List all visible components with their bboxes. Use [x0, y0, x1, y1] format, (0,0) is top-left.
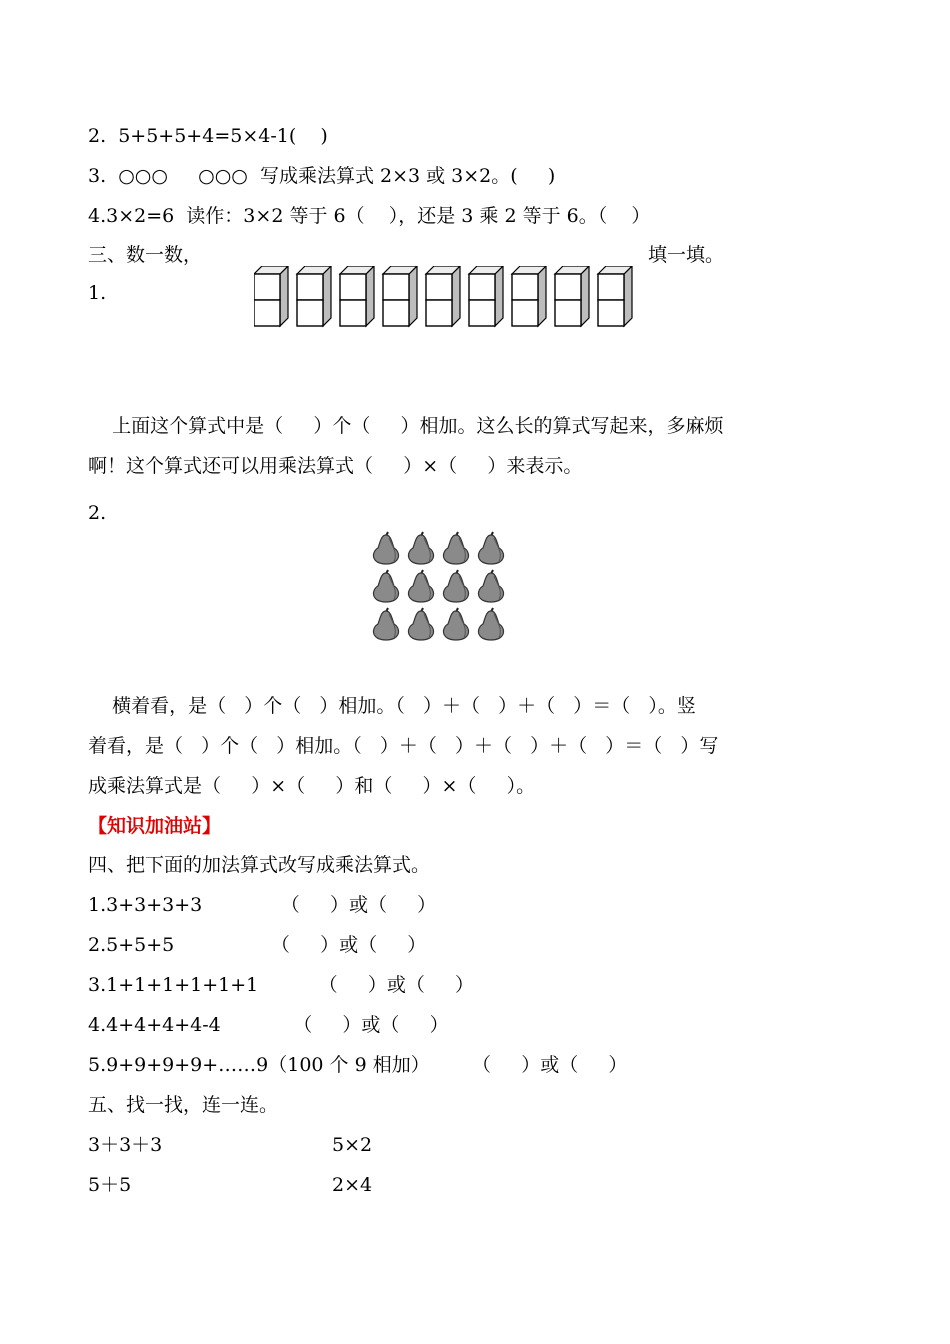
cube-stack [383, 266, 417, 326]
section4-heading: 四、把下面的加法算式改写成乘法算式。 [88, 854, 431, 876]
match-right-item[interactable]: 5×2 [332, 1134, 373, 1156]
cube [254, 300, 280, 326]
cube-stack [426, 266, 460, 326]
section5-heading: 五、找一找，连一连。 [88, 1094, 279, 1116]
q2-text-line3: 成乘法算式是（ ）×（ ）和（ ）×（ ）。 [88, 775, 536, 797]
cube [426, 274, 452, 300]
cube-stack [598, 266, 632, 326]
match-left-item[interactable]: 5＋5 [88, 1174, 132, 1196]
pear-icon [408, 570, 433, 602]
cube-stack [340, 266, 374, 326]
cube [598, 300, 624, 326]
pears-illustration [370, 526, 520, 642]
q1-text-line2: 啊！这个算式还可以用乘法算式（ ）×（ ）来表示。 [88, 455, 583, 477]
pear-icon [373, 532, 398, 564]
pear-icon [443, 570, 468, 602]
pear-icon [373, 570, 398, 602]
section3-heading-left: 三、数一数， [88, 244, 203, 266]
cube-stacks-illustration [254, 266, 644, 328]
q2-text-line2: 着看，是（ ）个（ ）相加。（ ）＋（ ）＋（ ）＋（ ）＝（ ）写 [88, 735, 719, 757]
cube [512, 300, 538, 326]
section4-item: 1.3+3+3+3 （ ）或（ ） [88, 894, 437, 916]
cube [383, 300, 409, 326]
cube-stack [555, 266, 589, 326]
cube [297, 300, 323, 326]
cube [469, 300, 495, 326]
pear-icon [478, 608, 503, 640]
cube [598, 274, 624, 300]
cube [555, 274, 581, 300]
q2-text-line1: 横着看，是（ ）个（ ）相加。（ ）＋（ ）＋（ ）＝（ ）。竖 [88, 695, 696, 717]
section4-item: 2.5+5+5 （ ）或（ ） [88, 934, 427, 956]
cube-stack [254, 266, 288, 326]
q1-text-line1: 上面这个算式中是（ ）个（ ）相加。这么长的算式写起来，多麻烦 [88, 415, 724, 437]
pear-icon [443, 608, 468, 640]
cube-stack [512, 266, 546, 326]
pear-icon [373, 608, 398, 640]
item-3: 3. ○○○ ○○○ 写成乘法算式 2×3 或 3×2。( ) [88, 165, 556, 187]
match-left-item[interactable]: 3＋3＋3 [88, 1134, 163, 1156]
cube [340, 274, 366, 300]
cube [426, 300, 452, 326]
q2-number: 2. [88, 502, 107, 524]
item-4: 4.3×2=6 读作：3×2 等于 6（ ），还是 3 乘 2 等于 6。（ ） [88, 205, 651, 227]
cube [469, 274, 495, 300]
cube [340, 300, 366, 326]
knowledge-station-title: 【知识加油站】 [88, 815, 222, 837]
cube [555, 300, 581, 326]
pear-icon [478, 570, 503, 602]
cube [512, 274, 538, 300]
match-right-item[interactable]: 2×4 [332, 1174, 373, 1196]
cube-stack [297, 266, 331, 326]
cube [297, 274, 323, 300]
section4-item: 4.4+4+4+4-4 （ ）或（ ） [88, 1014, 449, 1036]
pear-icon [478, 532, 503, 564]
section4-item: 5.9+9+9+9+……9（100 个 9 相加） （ ）或（ ） [88, 1054, 628, 1076]
item-2: 2. 5+5+5+4=5×4-1( ) [88, 125, 328, 147]
q1-number: 1. [88, 282, 107, 304]
cube [383, 274, 409, 300]
pear-icon [408, 532, 433, 564]
pear-icon [443, 532, 468, 564]
pear-icon [408, 608, 433, 640]
section4-item: 3.1+1+1+1+1+1 （ ）或（ ） [88, 974, 475, 996]
cube-stack [469, 266, 503, 326]
section3-heading-right: 填一填。 [648, 244, 725, 266]
cube [254, 274, 280, 300]
